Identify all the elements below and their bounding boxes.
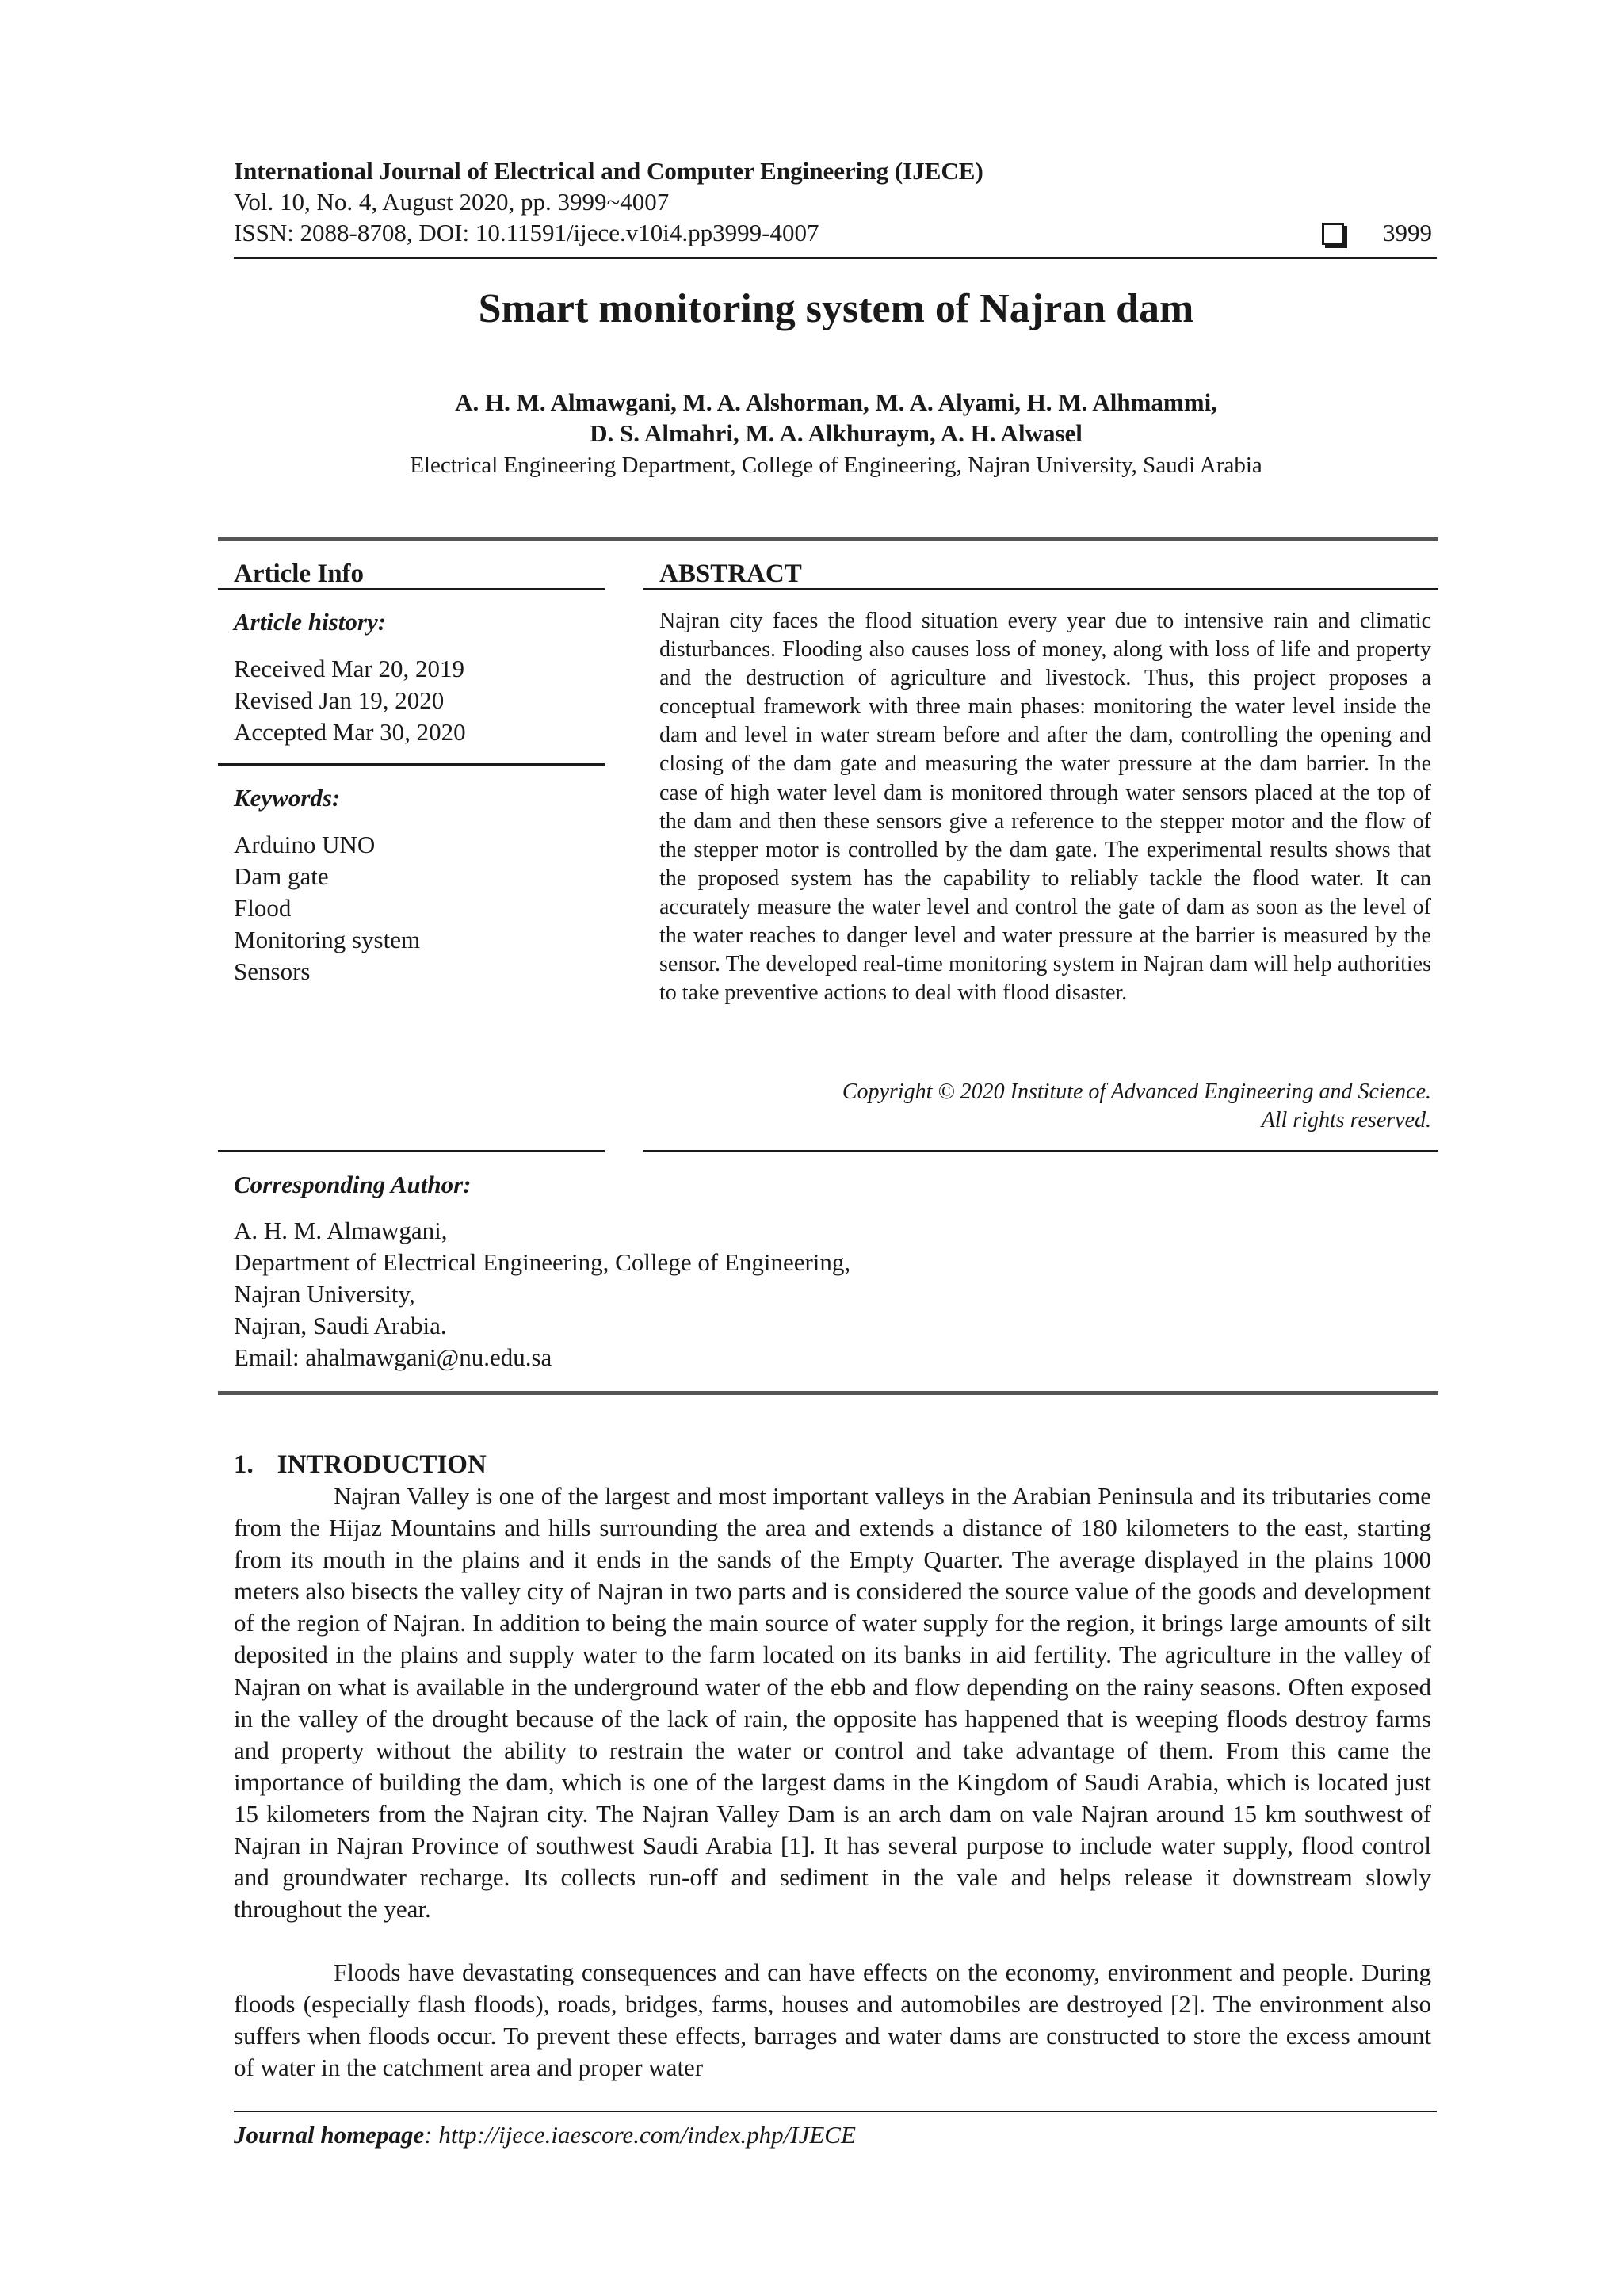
history-date: Accepted Mar 30, 2020 bbox=[234, 718, 466, 746]
intro-paragraph: Floods have devastating consequences and can have effects on the economy, environment and people. During floods (especially flash floods), roads, bridges, farms, houses and automobiles are destroyed [2]. The environment also suffers when floods occur. To prevent these effects, barrages and water dams are constructed to store the excess amount of water in the catchment area and proper water bbox=[234, 1958, 1431, 2082]
copyright-notice bbox=[659, 1078, 1431, 1135]
abstract-bottom-rule bbox=[643, 1150, 1438, 1152]
journal-issn-doi: ISSN: 2088-8708, DOI: 10.11591/ijece.v10i4.pp3999-4007 bbox=[234, 219, 819, 246]
corresponding-author-heading: Corresponding Author: bbox=[234, 1171, 472, 1198]
keywords-heading: Keywords: bbox=[234, 784, 341, 812]
paper-title: Smart monitoring system of Najran dam bbox=[478, 286, 1194, 331]
journal-name: International Journal of Electrical and Computer Engineering (IJECE) bbox=[234, 157, 983, 185]
corresponding-line: Department of Electrical Engineering, College of Engineering, bbox=[234, 1248, 851, 1276]
affiliation: Electrical Engineering Department, College of Engineering, Najran University, Saudi Arabia bbox=[410, 453, 1262, 478]
corresponding-line: Najran, Saudi Arabia. bbox=[234, 1312, 447, 1339]
square-bullet-icon bbox=[1322, 223, 1344, 245]
abstract-heading: ABSTRACT bbox=[659, 560, 802, 588]
corresponding-line: Najran University, bbox=[234, 1280, 415, 1308]
homepage-link[interactable]: : http://ijece.iaescore.com/index.php/IJECE bbox=[424, 2121, 856, 2149]
homepage-label: Journal homepage bbox=[234, 2121, 425, 2149]
article-info-rule bbox=[218, 588, 605, 590]
keyword: Arduino UNO bbox=[234, 831, 376, 858]
article-history-list bbox=[234, 653, 466, 748]
copyright-line: Copyright © 2020 Institute of Advanced Engineering and Science. bbox=[842, 1079, 1431, 1104]
footer-rule bbox=[234, 2111, 1437, 2112]
article-info-heading: Article Info bbox=[234, 560, 365, 588]
corresponding-line: A. H. M. Almawgani, bbox=[234, 1217, 448, 1244]
section-heading-introduction bbox=[234, 1449, 487, 1480]
copyright-line: All rights reserved. bbox=[1261, 1108, 1431, 1133]
history-date: Revised Jan 19, 2020 bbox=[234, 686, 445, 714]
corresponding-email: Email: ahalmawgani@nu.edu.sa bbox=[234, 1343, 552, 1371]
abstract-rule bbox=[643, 588, 1438, 590]
header-rule bbox=[234, 257, 1437, 259]
info-box-top-rule bbox=[218, 537, 1438, 541]
journal-homepage bbox=[234, 2119, 856, 2151]
intro-paragraph: Najran Valley is one of the largest and most important valleys in the Arabian Peninsula and its tributaries come from the Hijaz Mountains and hills surrounding the area and extends a distance of 180 kilometers to the east, starting from its mouth in the plains and it ends in the sands of the Empty Quarter. The average displayed in the plains 1000 meters also bisects the valley city of Najran in two parts and is considered the source value of the goods and development of the region of Najran. In addition to being the main source of water supply for the region, it brings large amounts of silt deposited in the plains and supply water to the farm located on its banks in aid fertility. The agriculture in the valley of Najran on what is available in the underground water of the ebb and flow depending on the rainy seasons. Often exposed in the valley of the drought because of the lack of rain, the opposite has happened that is weeping floods destroy farms and property without the ability to restrain the water or control and take advantage of them. From this came the importance of building the dam, which is one of the largest dams in the Kingdom of Saudi Arabia, which is located just 15 kilometers from the Najran city. The Najran Valley Dam is an arch dam on vale Najran around 15 km southwest of Najran in Najran Province of southwest Saudi Arabia [1]. It has several purpose to include water supply, flood control and groundwater recharge. Its collects run-off and sediment in the vale and helps release it downstream slowly throughout the year. bbox=[234, 1482, 1431, 1924]
keyword: Sensors bbox=[234, 957, 311, 985]
keywords-list bbox=[234, 829, 420, 988]
keywords-rule bbox=[218, 763, 605, 766]
info-box-bottom-rule bbox=[218, 1391, 1438, 1395]
page-number: 3999 bbox=[1383, 219, 1432, 246]
keyword: Monitoring system bbox=[234, 926, 421, 953]
keyword: Dam gate bbox=[234, 862, 329, 890]
article-history-heading: Article history: bbox=[234, 608, 387, 636]
history-date: Received Mar 20, 2019 bbox=[234, 655, 464, 682]
author-list bbox=[234, 387, 1438, 449]
article-info-bottom-rule bbox=[218, 1150, 605, 1152]
author-line: A. H. M. Almawgani, M. A. Alshorman, M. A. Alyami, H. M. Alhmammi, bbox=[455, 388, 1217, 416]
abstract-text: Najran city faces the flood situation every year due to intensive rain and climatic disturbances. Flooding also causes loss of money, along with loss of life and property and the destruction of agriculture and livestock. Thus, this project proposes a conceptual framework with three main phases: monitoring the water level inside the dam and level in water stream before and after the dam, controlling the opening and closing of the dam gate and measuring the water pressure at the dam barrier. In the case of high water level dam is monitored through water sensors placed at the top of the dam and then these sensors give a reference to the stepper motor and the flow of the stepper motor is controlled by the dam gate. The experimental results shows that the proposed system has the capability to reliably tackle the flood water. It can accurately measure the water level and control the gate of dam as soon as the level of the water reaches to danger level and water pressure at the barrier is measured by the sensor. The developed real-time monitoring system in Najran dam will help authorities to take preventive actions to deal with flood disaster. bbox=[659, 609, 1431, 1006]
author-line: D. S. Almahri, M. A. Alkhuraym, A. H. Alwasel bbox=[590, 419, 1083, 447]
corresponding-author-details bbox=[234, 1215, 850, 1373]
section-number: 1. bbox=[234, 1450, 254, 1479]
keyword: Flood bbox=[234, 894, 292, 922]
journal-volume: Vol. 10, No. 4, August 2020, pp. 3999~4007 bbox=[234, 188, 670, 216]
section-title: INTRODUCTION bbox=[277, 1450, 487, 1479]
